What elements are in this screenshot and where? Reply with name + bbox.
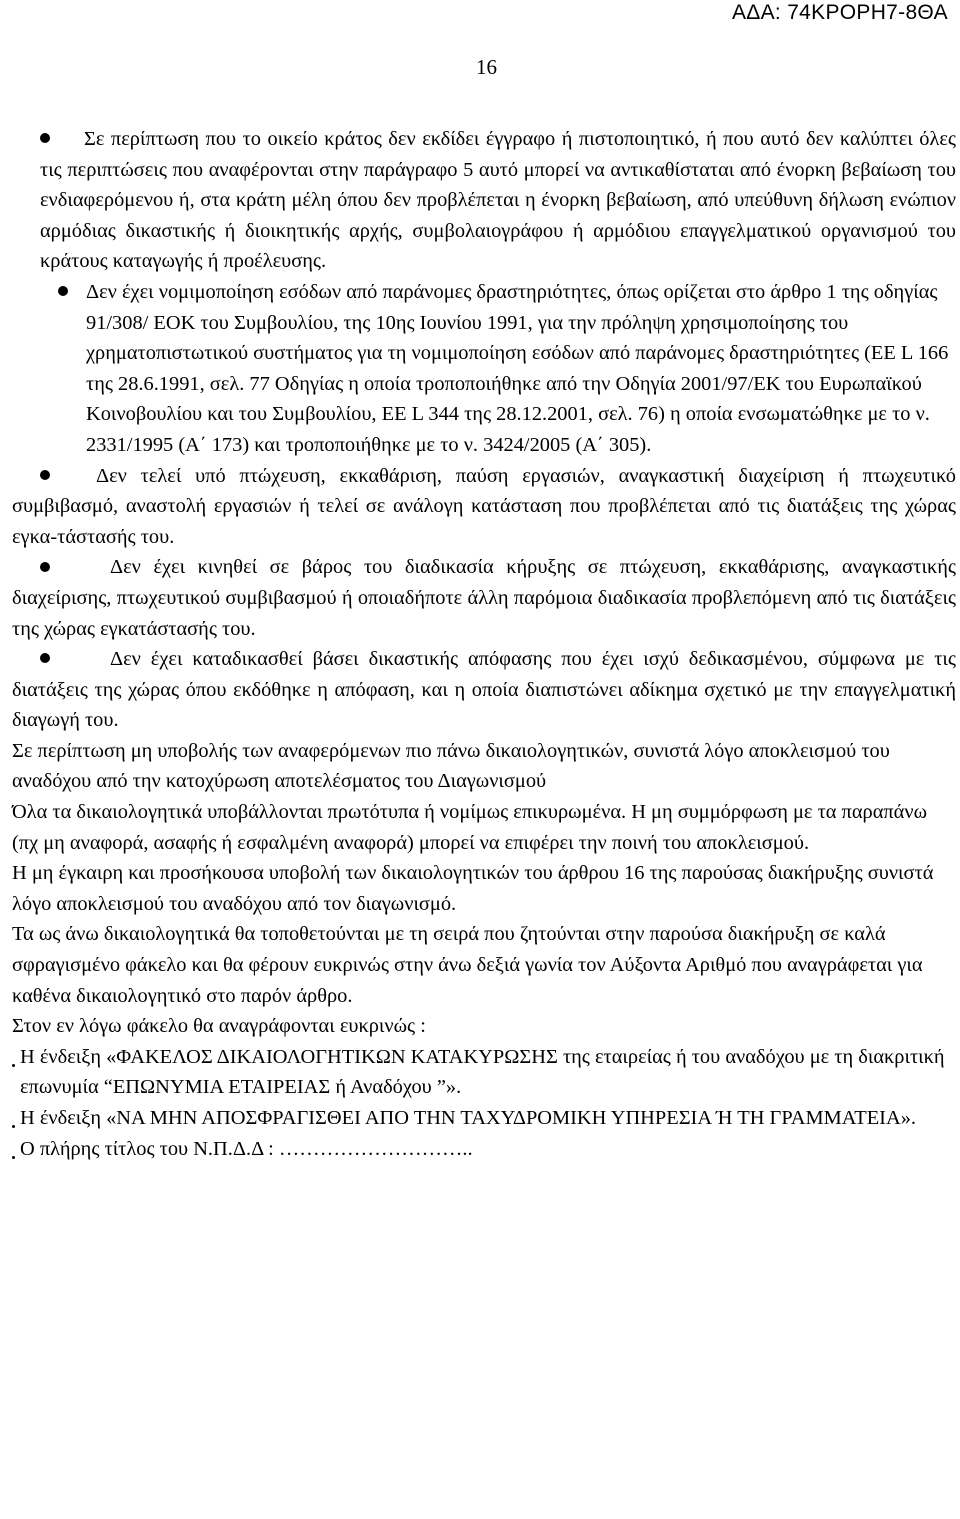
- bullet-icon: [40, 562, 50, 572]
- page-number: 16: [476, 55, 497, 79]
- ada-code: ΑΔΑ: 74ΚΡΟΡΗ7-8ΘΑ: [731, 1, 948, 24]
- bullet-text-3: Δεν τελεί υπό πτώχευση, εκκαθάριση, παύση εργασιών, αναγκαστική διαχείριση ή πτωχευτικό συμβιβασμό, αναστολή εργασιών ή τελεί σε ανάλογη κατάσταση που προβλέπεται από τις διατάξεις της χώρας εγκα-τάστασής του.: [12, 464, 956, 548]
- paragraph-envelope: Τα ως άνω δικαιολογητικά θα τοποθετούνται με τη σειρά που ζητούνται στην παρούσα διακήρυξη σε καλά σφραγισμένο φάκελο και θα φέρουν ευκρινώς στην άνω δεξιά γωνία τον Αύξοντα Αριθμό που αναγράφεται για καθένα δικαιολογητικό στο παρόν άρθρο.: [12, 923, 923, 1007]
- paragraph-timely-submission: Η μη έγκαιρη και προσήκουσα υποβολή των δικαιολογητικών του άρθρου 16 της παρούσας διακήρυξης συνιστά λόγο αποκλεισμού του αναδόχου από τον διαγωνισμό.: [12, 862, 934, 915]
- dot-icon: [12, 1156, 15, 1159]
- envelope-item-1: [12, 1042, 956, 1103]
- bullet-text-5: Δεν έχει καταδικασθεί βάσει δικαστικής απόφασης που έχει ισχύ δεδικασμένου, σύμφωνα με τις διατάξεις της χώρας όπου εκδόθηκε η απόφαση, και η οποία διαπιστώνει αδίκημα σχετικό με την επαγγελματική διαγωγή του.: [12, 648, 956, 732]
- envelope-item-1-text: Η ένδειξη «ΦΑΚΕΛΟΣ ΔΙΚΑΙΟΛΟΓΗΤΙΚΩΝ ΚΑΤΑΚΥΡΩΣΗΣ της εταιρείας ή του αναδόχου με τη διακριτική επωνυμία “ΕΠΩΝΥΜΙΑ ΕΤΑΙΡΕΙΑΣ ή Αναδόχου ”».: [20, 1045, 945, 1099]
- dot-icon: [12, 1125, 15, 1128]
- bullet-icon: [40, 470, 50, 480]
- bullet-item-4: [12, 552, 956, 644]
- bullet-icon: [40, 653, 50, 663]
- bullet-text-1: Σε περίπτωση που το οικείο κράτος δεν εκδίδει έγγραφο ή πιστοποιητικό, ή που αυτό δεν καλύπτει όλες τις περιπτώσεις που αναφέρονται στην παράγραφο 5 αυτό μπορεί να αντικαθίσταται από ένορκη βεβαίωση του ενδιαφερόμενου ή, στα κράτη μέλη όπου δεν προβλέπεται η ένορκη βεβαίωση, από υπεύθυνη δήλωση ενώπιον αρμόδιας δικαστικής ή διοικητικής αρχής, συμβολαιογράφου ή αρμόδιου επαγγελματικού οργανισμού του κράτους καταγωγής ή προέλευσης.: [40, 128, 956, 273]
- envelope-item-3-text: Ο πλήρης τίτλος του Ν.Π.Δ.Δ : ………………………..: [20, 1137, 473, 1160]
- bullet-item-5: [12, 644, 956, 736]
- bullet-text-2: Δεν έχει νομιμοποίηση εσόδων από παράνομες δραστηριότητες, όπως ορίζεται στο άρθρο 1 της οδηγίας 91/308/ ΕΟΚ του Συμβουλίου, της 10ης Ιουνίου 1991, για την πρόληψη χρησιμοποίησης του χρηματοπιστωτικού συστήματος για τη νομιμοποίηση εσόδων από παράνομες δραστηριότητες (ΕΕ L 166 της 28.6.1991, σελ. 77 Οδηγίας η οποία τροποποιήθηκε από την Οδηγία 2001/97/ΕΚ του Ευρωπαϊκού Κοινοβουλίου και του Συμβουλίου, ΕΕ L 344 της 28.12.2001, σελ. 76) η οποία ενσωματώθηκε με το ν. 2331/1995 (Α΄ 173) και τροποποιήθηκε με το ν. 3424/2005 (Α΄ 305).: [86, 280, 949, 456]
- bullet-item-1: [12, 124, 956, 277]
- envelope-item-3: [12, 1134, 956, 1165]
- bullet-item-3: [12, 461, 956, 553]
- paragraph-non-submission: Σε περίπτωση μη υποβολής των αναφερόμενων πιο πάνω δικαιολογητικών, συνιστά λόγο αποκλεισμού του αναδόχου από την κατοχύρωση αποτελέσματος του Διαγωνισμού: [12, 739, 890, 793]
- bullet-text-4: Δεν έχει κινηθεί σε βάρος του διαδικασία κήρυξης σε πτώχευση, εκκαθάρισης, αναγκαστικής διαχείρισης, πτωχευτικού συμβιβασμού ή οποιαδήποτε άλλη παρόμοια διαδικασία προβλεπόμενη από τις διατάξεις της χώρας εγκατάστασής του.: [12, 556, 956, 640]
- bullet-item-2: [12, 277, 956, 461]
- bullet-icon: [58, 286, 68, 296]
- dot-icon: [12, 1064, 15, 1067]
- document-body: [12, 124, 956, 1164]
- envelope-item-2-text: Η ένδειξη «ΝΑ ΜΗΝ ΑΠΟΣΦΡΑΓΙΣΘΕΙ ΑΠΟ ΤΗΝ ΤΑΧΥΔΡΟΜΙΚΗ ΥΠΗΡΕΣΙΑ Ή ΤΗ ΓΡΑΜΜΑΤΕΙΑ».: [20, 1107, 916, 1129]
- paragraph-envelope-label: Στον εν λόγω φάκελο θα αναγράφονται ευκρινώς :: [12, 1015, 426, 1038]
- bullet-icon: [40, 133, 50, 143]
- paragraph-originals: Όλα τα δικαιολογητικά υποβάλλονται πρωτότυπα ή νομίμως επικυρωμένα. Η μη συμμόρφωση με τα παραπάνω (πχ μη αναφορά, ασαφής ή εσφαλμένη αναφορά) μπορεί να επιφέρει την ποινή του αποκλεισμού.: [12, 801, 927, 854]
- envelope-item-2: [12, 1103, 956, 1134]
